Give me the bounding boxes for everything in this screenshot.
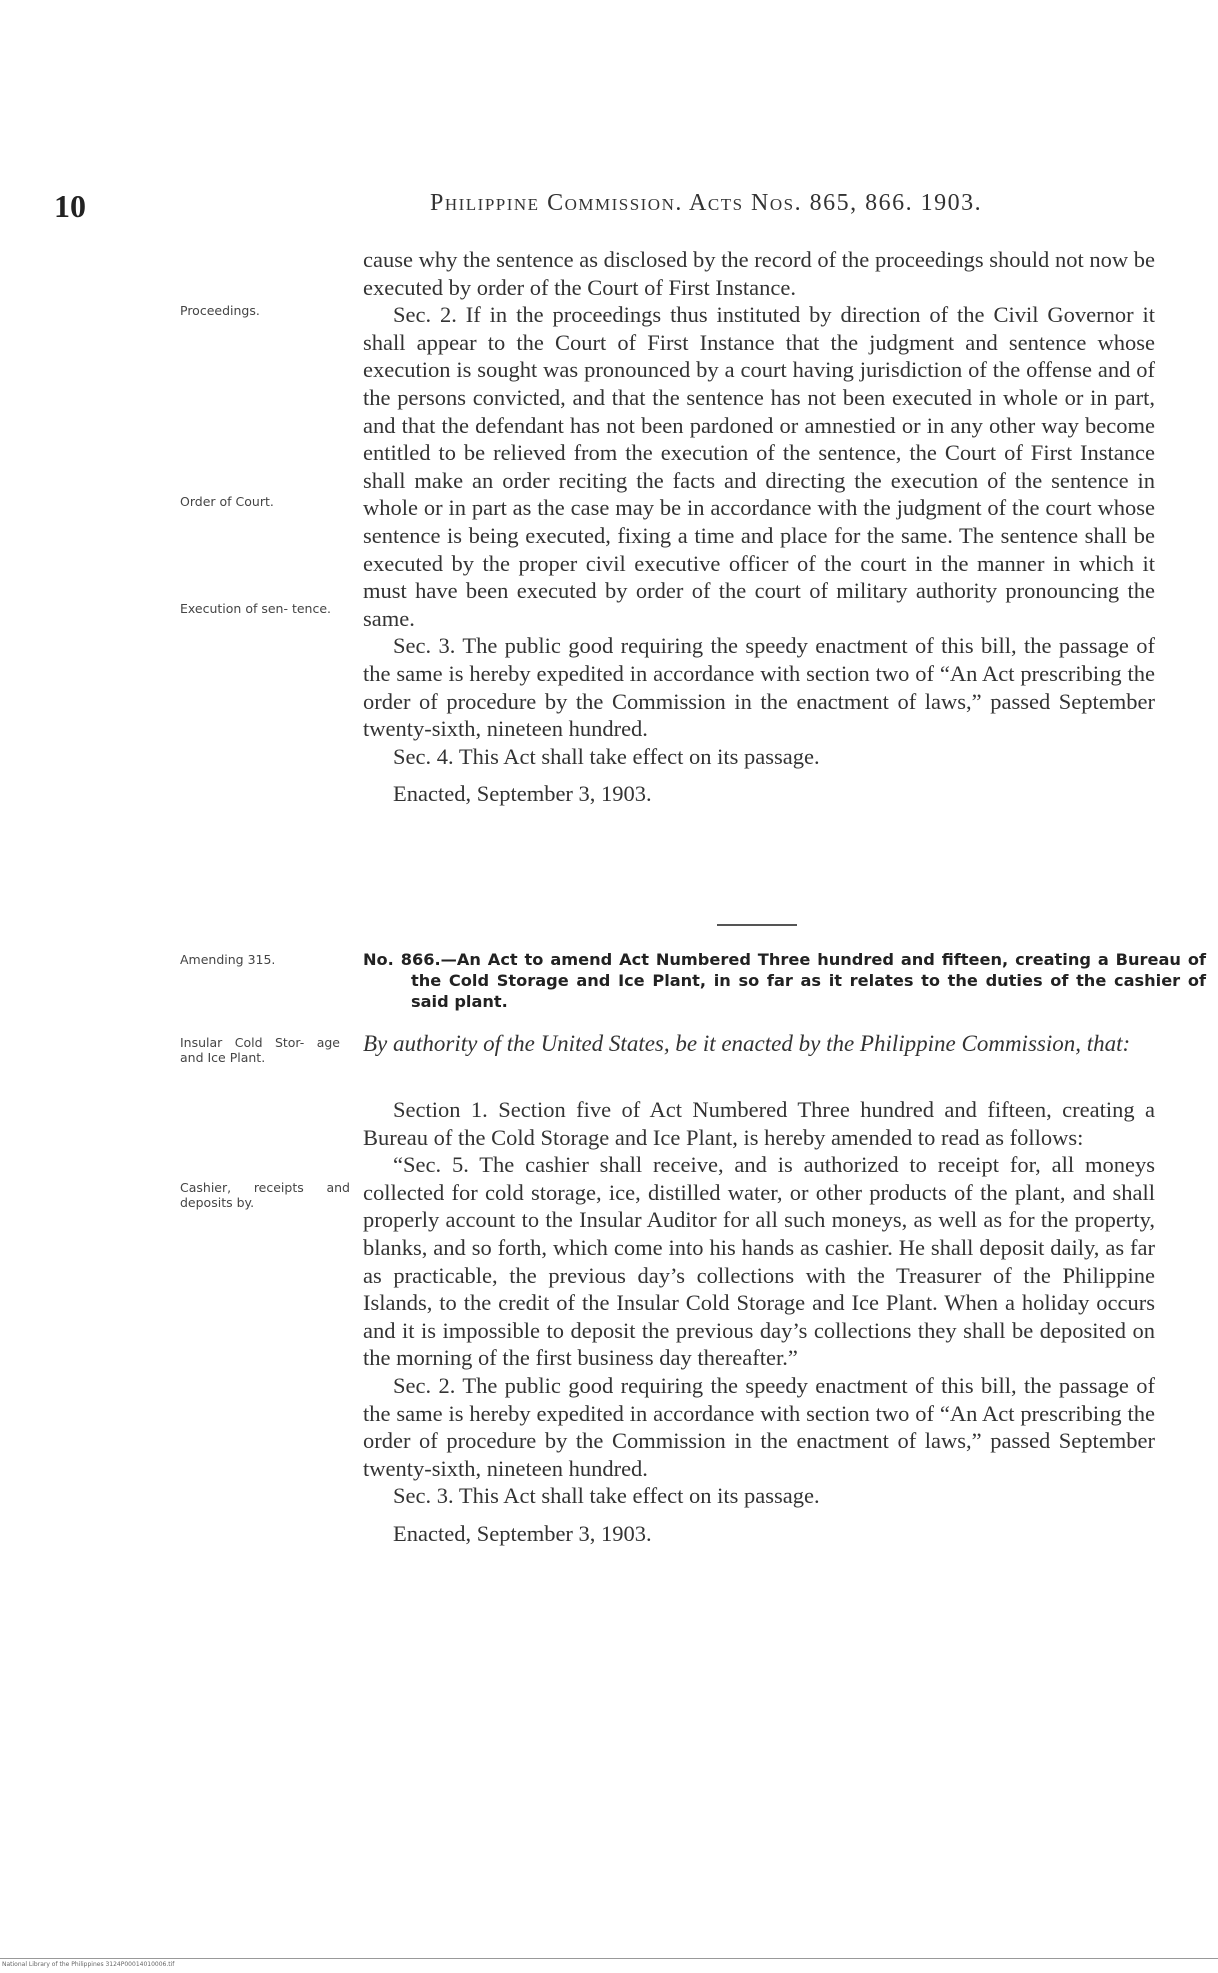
running-header: Philippine Commission. Acts Nos. 865, 866. 1903. — [430, 190, 983, 216]
act-866-body — [363, 1096, 1155, 1548]
section-divider — [717, 924, 797, 926]
margin-note-execution: Execution of sen- tence. — [180, 601, 331, 616]
act-866-section-5-quote: “Sec. 5. The cashier shall receive, and is authorized to receipt for, all moneys collected for cold storage, ice, distilled water, or other products of the plant, and shall properly account to the Insular Auditor for all such moneys, as well as for the property, blanks, and so forth, which come into his hands as cashier. He shall deposit daily, as far as practicable, the previous day’s collections with the Treasurer of the Philippine Islands, to the credit of the Insular Cold Storage and Ice Plant. When a holiday occurs and it is impossible to deposit the previous day’s collections they shall be deposited on the morning of the first business day thereafter.” — [363, 1152, 1155, 1371]
act-865-enacted: Enacted, September 3, 1903. — [393, 781, 652, 807]
footer-scan-label: National Library of the Philippines 3124P00014010006.tif — [2, 1961, 175, 1968]
margin-note-insular: Insular Cold Stor- age and Ice Plant. — [180, 1035, 340, 1065]
act-866-section-1: Section 1. Section five of Act Numbered Three hundred and fifteen, creating a Bureau of the Cold Storage and Ice Plant, is hereby amended to read as follows: — [363, 1097, 1155, 1150]
act-865-section-2: Sec. 2. If in the proceedings thus instituted by direction of the Civil Governor it shall appear to the Court of First Instance that the judgment and sentence whose execution is sought was pronounced by a court having jurisdiction of the offense and of the persons convicted, and that the sentence has not been executed in whole or in part, and that the defendant has not been pardoned or amnestied or in any other way become entitled to be relieved from the execution of the sentence, the Court of First Instance shall make an order reciting the facts and directing the execution of the sentence in whole or in part as the case may be in accordance with the judgment of the court whose sentence is being executed, fixing a time and place for the same. The sentence shall be executed by the proper civil executive officer of the court in the manner in which it must have been executed by order of the court of military authority pronouncing the same. — [363, 302, 1155, 631]
footer-divider — [0, 1958, 1218, 1959]
act-866-section-3: Sec. 3. This Act shall take effect on its passage. — [393, 1483, 820, 1509]
page-number: 10 — [54, 188, 86, 224]
act-865-section-4: Sec. 4. This Act shall take effect on its passage. — [393, 743, 820, 769]
margin-note-amending: Amending 315. — [180, 952, 276, 967]
act-866-section-2: Sec. 2. The public good requiring the speedy enactment of this bill, the passage of the same is hereby expedited in accordance with section two of “An Act prescribing the order of procedure by the Commission in the enactment of laws,” passed September twenty-sixth, nineteen hundred. — [363, 1372, 1155, 1481]
margin-note-order-of-court: Order of Court. — [180, 494, 274, 509]
act-865-continuation: cause why the sentence as disclosed by the record of the proceedings should not now be executed by order of the Court of First Instance. — [363, 247, 1155, 300]
margin-note-proceedings: Proceedings. — [180, 303, 260, 318]
margin-note-cashier: Cashier, receipts and deposits by. — [180, 1180, 350, 1210]
act-865-section-3: Sec. 3. The public good requiring the speedy enactment of this bill, the passage of the same is hereby expedited in accordance with section two of “An Act prescribing the order of procedure by the Commission in the enactment of laws,” passed September twenty-sixth, nineteen hundred. — [363, 633, 1155, 742]
act-866-heading: No. 866.—An Act to amend Act Numbered Three hundred and fifteen, creating a Bureau of the Cold Storage and Ice Plant, in so far as it relates to the duties of the cashier of said plant. — [363, 950, 1206, 1011]
act-865-body — [363, 246, 1155, 808]
act-866-authority: By authority of the United States, be it enacted by the Philippine Commission, that: — [363, 1031, 1131, 1056]
act-866-enacted: Enacted, September 3, 1903. — [393, 1520, 652, 1546]
